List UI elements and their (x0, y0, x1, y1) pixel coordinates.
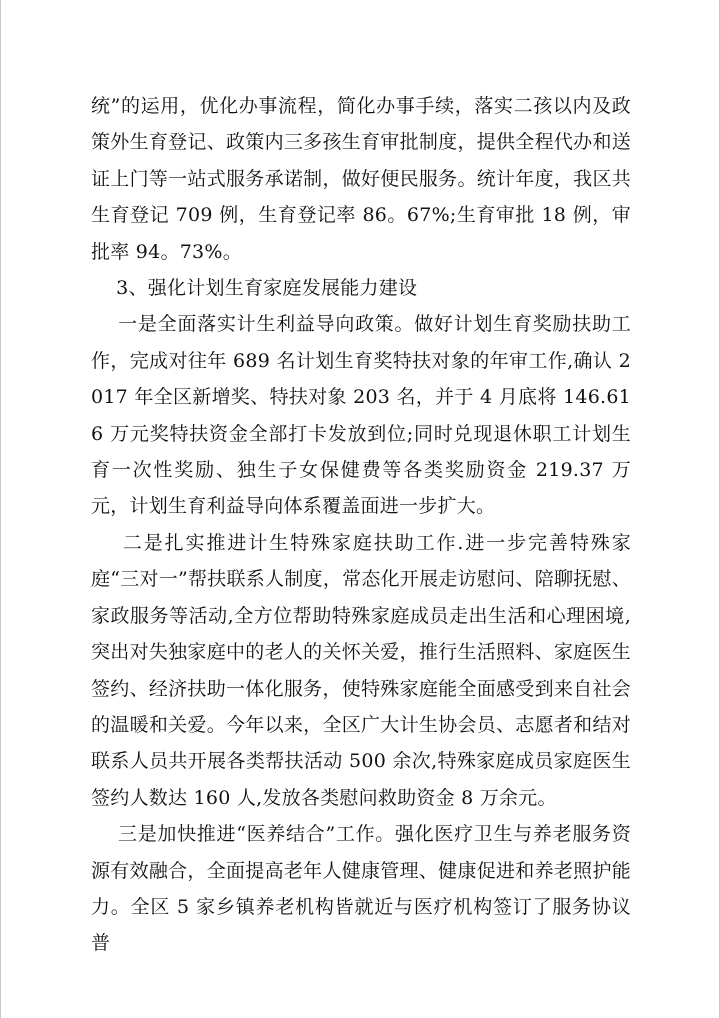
document-body (91, 88, 631, 962)
paragraph-special-family-support: 二是扎实推进计生特殊家庭扶助工作.进一步完善特殊家庭“三对一”帮扶联系人制度，常态化开展走访慰问、陪聊抚慰、家政服务等活动,全方位帮助特殊家庭成员走出生活和心理困境,突出对失独家庭中的老人的关怀关爱，推行生活照料、家庭医生签约、经济扶助一体化服务，使特殊家庭能全面感受到来自社会的温暖和关爱。今年以来，全区广大计生协会员、志愿者和结对联系人员共开展各类帮扶活动 500 余次,特殊家庭成员家庭医生签约人数达 160 人,发放各类慰问救助资金 8 万余元。 (91, 531, 631, 809)
paragraph-medical-elderly-care: 三是加快推进“医养结合”工作。强化医疗卫生与养老服务资源有效融合，全面提高老年人健康管理、健康促进和养老照护能力。全区 5 家乡镇养老机构皆就近与医疗机构签订了服务协议普 (91, 823, 631, 955)
paragraph-incentive-policy: 一是全面落实计生利益导向政策。做好计划生育奖励扶助工作，完成对往年 689 名计划生育奖特扶对象的年审工作,确认 2017 年全区新增奖、特扶对象 203 名，并于 4 月底将 146.616 万元奖特扶资金全部打卡发放到位;同时兑现退休职工计划生育一次性奖励、独生子女保健费等各类奖励资金 219.37 万元，计划生育利益导向体系覆盖面进一步扩大。 (91, 313, 631, 518)
paragraph-continued: 统”的运用，优化办事流程，简化办事手续，落实二孩以内及政策外生育登记、政策内三多孩生育审批制度，提供全程代办和送证上门等一站式服务承诺制，做好便民服务。统计年度，我区共生育登记 709 例，生育登记率 86。67%;生育审批 18 例，审批率 94。73%。 (91, 95, 631, 263)
section-heading: 3、强化计划生育家庭发展能力建设 (91, 277, 418, 300)
